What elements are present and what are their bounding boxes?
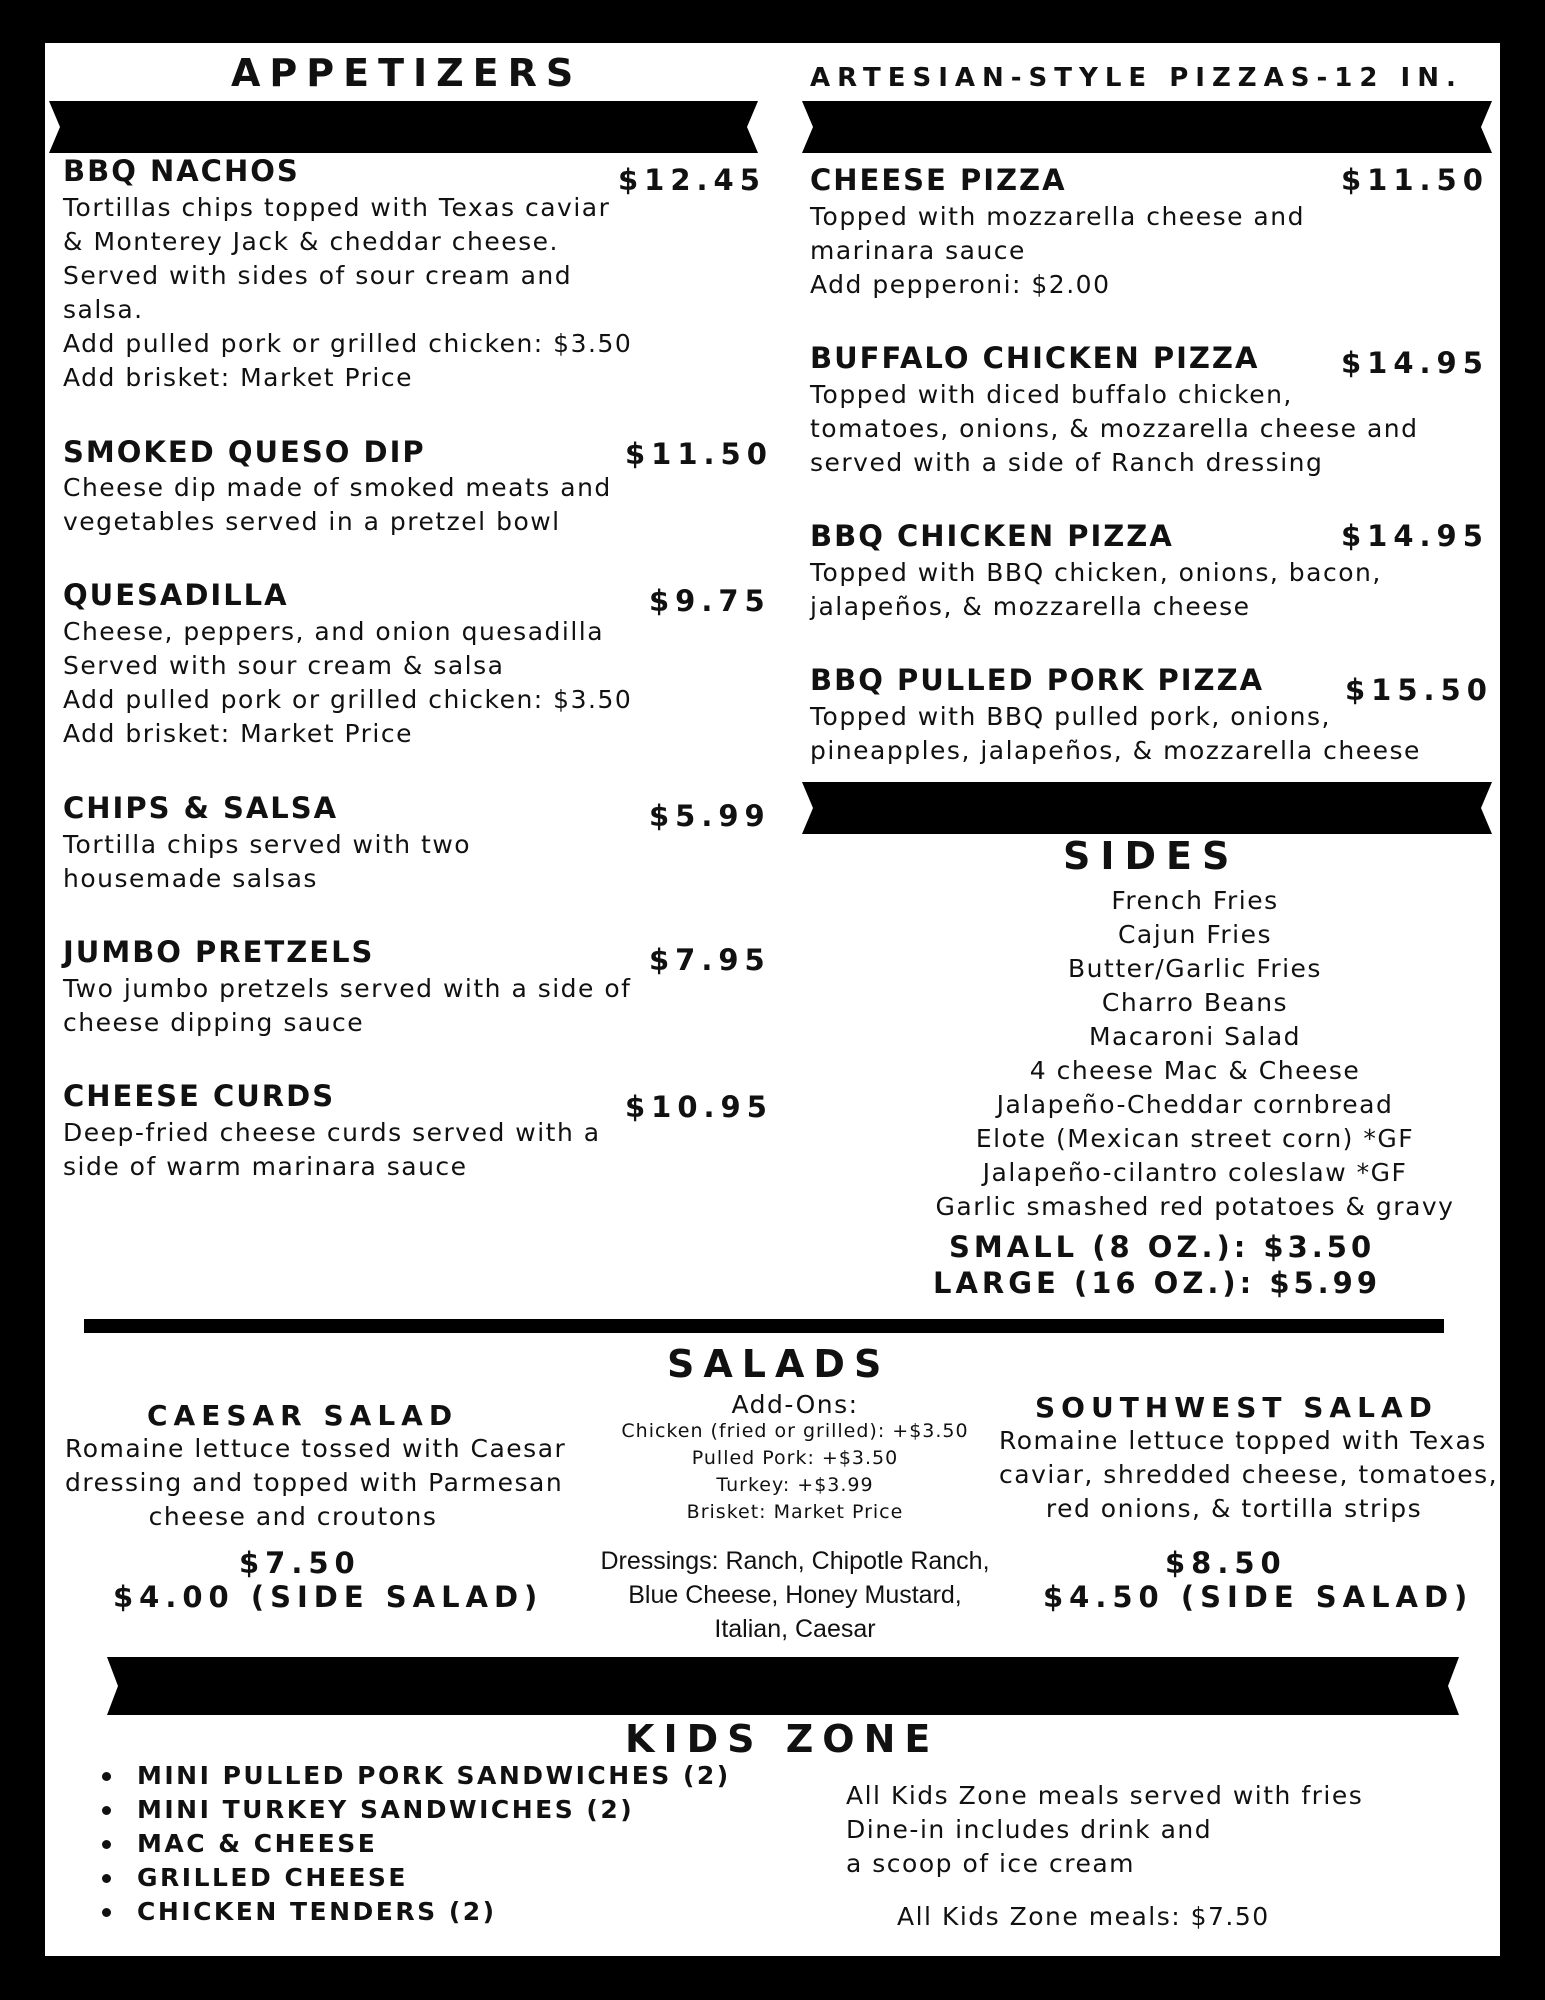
item-name: BBQ PULLED PORK PIZZA bbox=[810, 663, 1265, 697]
item-description: Tortillas chips topped with Texas caviar & Monterey Jack & cheddar cheese. Served with sides of sour cream and salsa. Add pulled pork or grilled chicken: $3.50 Add brisket: Market Price bbox=[63, 193, 633, 392]
item-name: JUMBO PRETZELS bbox=[63, 935, 375, 969]
dressings-list: Dressings: Ranch, Chipotle Ranch, Blue Cheese, Honey Mustard, Italian, Caesar bbox=[600, 1547, 990, 1643]
side-item: Cajun Fries bbox=[1117, 920, 1273, 949]
item-price: $15.50 bbox=[1345, 673, 1493, 707]
addon-item: Brisket: Market Price bbox=[686, 1501, 904, 1523]
southwest-description: Romaine lettuce topped with Texas caviar, shredded cheese, tomatoes, red onions, & tortilla strips bbox=[999, 1426, 1499, 1523]
bullet-icon bbox=[102, 1806, 111, 1815]
kids-price-note: All Kids Zone meals: $7.50 bbox=[897, 1902, 1270, 1931]
item-name: CHEESE PIZZA bbox=[810, 163, 1067, 197]
list-item: MINI PULLED PORK SANDWICHES (2) bbox=[99, 1759, 731, 1793]
sides-banner bbox=[802, 782, 1492, 834]
item-price: $11.50 bbox=[1341, 163, 1489, 197]
bullet-icon bbox=[102, 1908, 111, 1917]
salads-title: SALADS bbox=[667, 1342, 891, 1386]
addons-title: Add-Ons: bbox=[731, 1390, 859, 1419]
list-item: MINI TURKEY SANDWICHES (2) bbox=[99, 1793, 731, 1827]
sides-list bbox=[895, 884, 1495, 1224]
kids-banner bbox=[107, 1657, 1459, 1715]
item-name: CHEESE CURDS bbox=[63, 1079, 336, 1113]
caesar-name: CAESAR SALAD bbox=[147, 1399, 459, 1432]
southwest-name: SOUTHWEST SALAD bbox=[1035, 1391, 1438, 1424]
item-price: $14.95 bbox=[1341, 519, 1489, 553]
side-item: Elote (Mexican street corn) *GF bbox=[975, 1124, 1415, 1153]
item-description: Cheese, peppers, and onion quesadilla Served with sour cream & salsa Add pulled pork or grilled chicken: $3.50 Add brisket: Market Price bbox=[63, 617, 633, 748]
addon-item: Pulled Pork: +$3.50 bbox=[691, 1447, 899, 1469]
side-item: Butter/Garlic Fries bbox=[1068, 954, 1322, 983]
southwest-price: $8.50 bbox=[1165, 1546, 1287, 1580]
item-description: Topped with BBQ pulled pork, onions, pineapples, jalapeños, & mozzarella cheese bbox=[810, 702, 1421, 765]
appetizers-title: APPETIZERS bbox=[231, 51, 583, 95]
caesar-price: $7.50 bbox=[239, 1546, 361, 1580]
caesar-description: Romaine lettuce tossed with Caesar dressing and topped with Parmesan cheese and croutons bbox=[65, 1434, 567, 1531]
addon-item: Turkey: +$3.99 bbox=[716, 1474, 874, 1496]
item-price: $12.45 bbox=[618, 163, 766, 197]
pizzas-title: ARTESIAN-STYLE PIZZAS-12 IN. bbox=[810, 63, 1463, 93]
item-price: $11.50 bbox=[625, 437, 773, 471]
item-price: $10.95 bbox=[625, 1090, 773, 1124]
side-item: 4 cheese Mac & Cheese bbox=[1029, 1056, 1361, 1085]
item-name: BUFFALO CHICKEN PIZZA bbox=[810, 341, 1260, 375]
bullet-icon bbox=[102, 1840, 111, 1849]
side-item: French Fries bbox=[1111, 886, 1279, 915]
side-item: Jalapeño-Cheddar cornbread bbox=[996, 1090, 1394, 1119]
item-description: Deep-fried cheese curds served with a side of warm marinara sauce bbox=[63, 1118, 601, 1181]
sides-large-price: LARGE (16 OZ.): $5.99 bbox=[933, 1266, 1382, 1300]
item-description: Topped with mozzarella cheese and marinara sauce Add pepperoni: $2.00 bbox=[810, 202, 1305, 299]
side-item: Jalapeño-cilantro coleslaw *GF bbox=[982, 1158, 1408, 1187]
kids-menu-list bbox=[99, 1759, 731, 1929]
item-price: $14.95 bbox=[1341, 346, 1489, 380]
item-price: $9.75 bbox=[649, 584, 771, 618]
item-description: Two jumbo pretzels served with a side of cheese dipping sauce bbox=[63, 974, 632, 1037]
item-description: Cheese dip made of smoked meats and vegetables served in a pretzel bowl bbox=[63, 473, 612, 536]
section-divider bbox=[84, 1319, 1444, 1333]
side-item: Garlic smashed red potatoes & gravy bbox=[935, 1192, 1455, 1221]
addon-item: Chicken (fried or grilled): +$3.50 bbox=[621, 1420, 969, 1442]
side-item: Charro Beans bbox=[1101, 988, 1289, 1017]
list-item: GRILLED CHEESE bbox=[99, 1861, 731, 1895]
side-item: Macaroni Salad bbox=[1088, 1022, 1302, 1051]
item-name: BBQ NACHOS bbox=[63, 154, 300, 188]
menu-page bbox=[45, 43, 1500, 1956]
pizzas-banner bbox=[802, 101, 1492, 153]
list-item: CHICKEN TENDERS (2) bbox=[99, 1895, 731, 1929]
item-name: QUESADILLA bbox=[63, 578, 289, 612]
item-name: BBQ CHICKEN PIZZA bbox=[810, 519, 1174, 553]
caesar-side-price: $4.00 (SIDE SALAD) bbox=[113, 1580, 544, 1614]
bullet-icon bbox=[102, 1772, 111, 1781]
kids-notes: All Kids Zone meals served with fries Dine-in includes drink and a scoop of ice cream bbox=[846, 1781, 1364, 1878]
addons-list bbox=[565, 1418, 1025, 1526]
sides-small-price: SMALL (8 OZ.): $3.50 bbox=[949, 1230, 1376, 1264]
item-description: Tortilla chips served with two housemade salsas bbox=[63, 830, 472, 893]
kids-title: KIDS ZONE bbox=[625, 1717, 940, 1761]
list-item: MAC & CHEESE bbox=[99, 1827, 731, 1861]
item-description: Topped with BBQ chicken, onions, bacon, jalapeños, & mozzarella cheese bbox=[810, 558, 1382, 621]
item-price: $5.99 bbox=[649, 799, 771, 833]
item-description: Topped with diced buffalo chicken, tomatoes, onions, & mozzarella cheese and served with a side of Ranch dressing bbox=[810, 380, 1419, 477]
item-name: SMOKED QUESO DIP bbox=[63, 435, 426, 469]
item-name: CHIPS & SALSA bbox=[63, 791, 339, 825]
item-price: $7.95 bbox=[649, 943, 771, 977]
southwest-side-price: $4.50 (SIDE SALAD) bbox=[1043, 1580, 1474, 1614]
sides-title: SIDES bbox=[1063, 834, 1240, 878]
appetizers-banner bbox=[45, 101, 758, 153]
bullet-icon bbox=[102, 1874, 111, 1883]
